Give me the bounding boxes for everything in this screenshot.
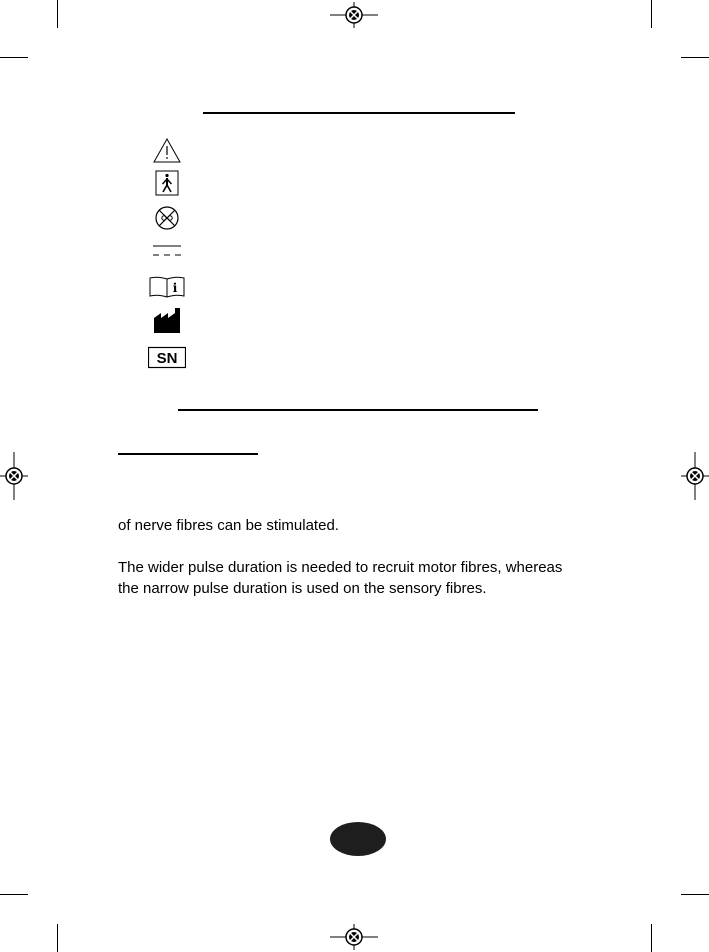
registration-mark-left-icon [0, 452, 28, 500]
symbol-bf-applied-part [148, 170, 186, 198]
serial-number-icon [148, 345, 186, 373]
consult-instructions-icon [148, 273, 186, 301]
crop-mark-tl-h [0, 57, 28, 58]
section-heading-underline [178, 409, 538, 411]
crop-mark-tl-v [57, 0, 58, 28]
crop-mark-bl-h [0, 894, 28, 895]
crop-mark-bl-v [57, 924, 58, 952]
crop-mark-br-h [681, 894, 709, 895]
body-line-1: of nerve fibres can be stimulated. [118, 517, 339, 534]
body-line-2: The wider pulse duration is needed to recruit motor fibres, whereas [118, 559, 563, 576]
page-number-badge [330, 822, 386, 856]
do-not-reuse-icon [148, 204, 186, 232]
registration-mark-right-icon [681, 452, 709, 500]
symbols-heading-underline [203, 112, 515, 114]
crop-mark-br-v [651, 924, 652, 952]
body-line-3: the narrow pulse duration is used on the sensory fibres. [118, 580, 487, 597]
registration-mark-top-icon [330, 2, 378, 28]
symbol-warning [148, 137, 186, 165]
warning-triangle-icon [148, 137, 186, 165]
symbol-serial-number [148, 345, 186, 373]
direct-current-icon [148, 238, 186, 266]
svg-text:i: i [172, 281, 178, 295]
symbol-do-not-reuse [148, 204, 186, 232]
crop-mark-tr-h [681, 57, 709, 58]
crop-mark-tr-v [651, 0, 652, 28]
subheading-underline [118, 453, 258, 455]
serial-number-label: SN [156, 350, 178, 367]
manufacturer-icon [148, 306, 186, 334]
symbol-consult-instructions [148, 273, 186, 301]
symbol-direct-current [148, 238, 186, 266]
registration-mark-bottom-icon [330, 924, 378, 950]
symbol-manufacturer [148, 306, 186, 334]
type-bf-applied-part-icon [148, 170, 186, 198]
